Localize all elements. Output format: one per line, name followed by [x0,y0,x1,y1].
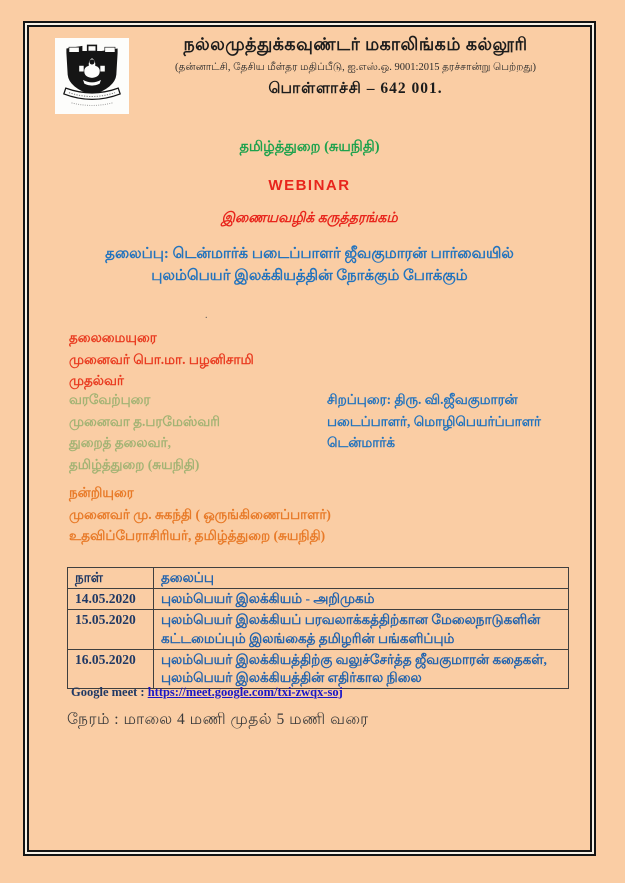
presidential-name: முனைவர் பொ.மா. பழனிசாமி [69,351,254,367]
college-emblem-icon [60,42,124,110]
accreditation-line: (தன்னாட்சி, தேசிய மீள்தர மதிப்பீடு, ஐ.எஸ்.ஒ. 9001:2015 தரச்சான்று பெற்றது) [175,62,536,73]
col-header-date: நாள் [68,568,154,589]
vote-of-thanks-block [69,482,331,547]
special-line1-prefix: சிறப்புரை: திரு. வி. [327,392,444,407]
schedule-topic: புலம்பெயர் இலக்கியப் பரவலாக்கத்திற்கான மேலைநாடுகளின் கட்டமைப்பும் இலங்கைத் தமிழரின் பங்களிப்பும் [154,610,569,649]
webinar-label: WEBINAR [268,177,351,194]
welcome-heading: வரவேற்புரை [69,392,151,407]
presidential-designation: முதல்வர் [69,373,124,389]
header [129,34,582,99]
presidential-address-block [69,327,254,392]
schedule-header-row [68,568,569,589]
table-row [68,589,569,610]
special-line3: டென்மார்க் [327,435,395,451]
schedule-date: 14.05.2020 [68,589,154,610]
welcome-name: முனைவா த.பரமேஸ்வரி [69,413,220,429]
table-row [68,610,569,649]
schedule-date: 16.05.2020 [68,649,154,688]
special-address-block [327,389,574,475]
welcome-designation2: தமிழ்த்துறை (சுயநிதி) [69,456,200,472]
address-columns [69,389,574,475]
welcome-address-block [69,389,327,475]
speaker-name: ஜீவகுமாரன் [443,392,518,407]
google-meet-line [71,685,343,700]
location-line: பொள்ளாச்சி – 642 001. [268,80,443,97]
thanks-heading: நன்றியுரை [69,485,134,500]
event-title [29,244,590,288]
col-header-topic: தலைப்பு [154,568,569,589]
special-line1 [327,389,574,411]
schedule-table [67,567,569,689]
google-meet-label: Google meet : [71,685,145,699]
special-line2: படைப்பாளர், மொழிபெயர்ப்பாளர் [327,413,541,429]
time-line: நேரம் : மாலை 4 மணி முதல் 5 மணி வரை [67,711,369,728]
table-row [68,649,569,688]
welcome-designation1: துறைத் தலைவர், [69,435,171,451]
presidential-heading: தலைமையுரை [69,330,157,345]
event-mode-line: இணையவழிக் கருத்தரங்கம் [221,211,398,226]
department-line: தமிழ்த்துறை (சுயநிதி) [239,139,380,155]
thanks-name: முனைவர் மு. சுகந்தி ( ஒருங்கிணைப்பாளர்) [69,506,331,522]
schedule-date: 15.05.2020 [68,610,154,649]
event-title-line2: புலம்பெயர் இலக்கியத்தின் நோக்கும் போக்கும் [151,267,468,284]
college-logo [55,38,129,114]
google-meet-link[interactable]: https://meet.google.com/txi-zwqx-soj [147,685,343,699]
stray-period-mark: . [205,310,208,321]
thanks-designation: உதவிப்பேராசிரியர், தமிழ்த்துறை (சுயநிதி) [69,528,326,544]
event-title-line1: தலைப்பு: டென்மார்க் படைப்பாளர் ஜீவகுமாரன் பார்வையில் [105,246,514,262]
college-name: நல்லமுத்துக்கவுண்டர் மகாலிங்கம் கல்லூரி [183,34,528,54]
schedule-topic: புலம்பெயர் இலக்கியம் - அறிமுகம் [154,589,569,610]
schedule-topic: புலம்பெயர் இலக்கியத்திற்கு வலுச்சேர்த்த ஜீவகுமாரன் கதைகள், புலம்பெயர் இலக்கியத்தின் எதிர்கால நிலை [154,649,569,688]
flyer-frame [27,25,592,852]
